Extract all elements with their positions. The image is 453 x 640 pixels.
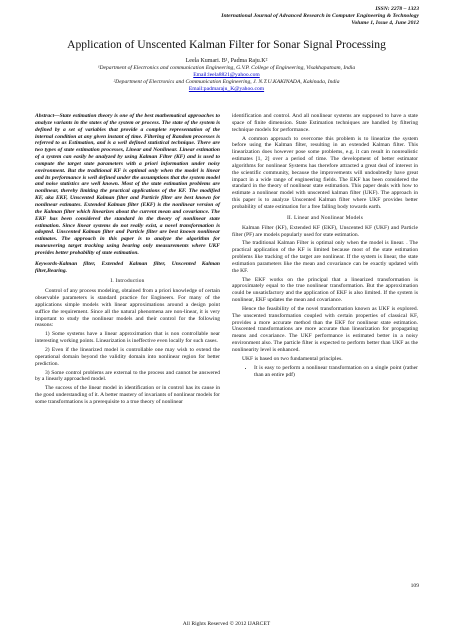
right-column — [232, 113, 418, 379]
bullet-list — [232, 365, 418, 379]
affiliation-2: ²Department of Electronics and Communication Engineering, J. N.T.U.KAKINADA, Kakinada, India — [113, 79, 340, 85]
paragraph: The traditional Kalman Filter is optimal only when the model is linear. . The practical application of the KF is limited because most of the state estimation problems like tracking of the target are nonlinear. If the system is linear, the state estimation parameters like the mean and covariance can be exactly updated with the KF. — [232, 240, 418, 274]
volume-info: Volume 1, Issue 4, June 2012 — [351, 20, 419, 26]
section-heading-models: II. Linear and Nonlinear Models — [286, 214, 364, 221]
paragraph: Hence the feasibility of the novel transformation known as UKF is explored. The unscented transformation coupled with certain properties of classical KF, provides a more accurate method than the EKF for nonlinear state estimation. Unscented transformations are more accurate than linearization for propagating means and covariance. The UKF performance is estimated better in a noisy environment also. The particle filter is expected to perform better than UKF as the nonlinearity level is enhanced. — [232, 305, 418, 353]
author-names: Leela Kumari. B¹, Padma Raju.K² — [185, 58, 268, 64]
paragraph: Control of any process modeling, obtained from a priori knowledge of certain observable parameters is standard practice for Engineers. For many of the applications simple models with linear approximations around a design point suffice the requirement. Since all the natural phenomena are non-linear, it is very important to study the nonlinear models and their control for the following reasons: — [35, 288, 220, 329]
paragraph: Kalman Filter (KF), Extended KF (EKF), Unscented KF (UKF) and Particle filter (PF) are models popularly used for state estimation. — [232, 224, 418, 238]
paragraph: 1) Some systems have a linear approximation that is non controllable near interesting working points. Linearization is ineffective even locally for such cases. — [35, 331, 220, 345]
page-number: 109 — [410, 583, 419, 589]
paragraph: 2) Even if the linearized model is controllable one may wish to extend the operational domain beyond the validity domain into nonlinear region for better prediction. — [35, 347, 220, 367]
paragraph: The EKF works on the principal that a linearized transformation is approximately equal to the true nonlinear transformation. But the approximation could be unsatisfactory and the application of EKF is also limited. If the system is nonlinear, EKF updates the mean and covariance. — [232, 276, 418, 304]
paragraph: identification and control. And all nonlinear systems are supposed to have a state space of finite dimension. State Estimation techniques are handled by filtering technique models for performance. — [232, 113, 418, 133]
email-link-1[interactable]: Email:leela8821@yahoo.com — [193, 72, 260, 78]
paragraph: The success of the linear model in identification or in control has its cause in the good understanding of it. A better mastery of invariants of nonlinear models for some transformations is a prerequisite to a true theory of nonlinear — [35, 385, 220, 405]
footer-copyright: All Rights Reserved © 2012 IJARCET — [182, 621, 271, 627]
paragraph: UKF is based on two fundamental principles. — [242, 355, 343, 362]
section-heading-introduction: I. Introduction — [110, 278, 145, 285]
paragraph: A common approach to overcome this problem is to linearize the system before using the Kalman filter, resulting in an extended Kalman filter. This linearization does however pose some problems, e.g. it can result in nonrealistic estimates [1, 2] over a period of time. The development of better estimator algorithms for nonlinear Systems has therefore attracted a great deal of interest in the scientific community, because the improvements will undoubtedly have great impact in a wide range of engineering fields. The EKF has been considered the standard in the theory of nonlinear state estimation. This paper deals with how to estimate a nonlinear model with unscented kalman filter (UKF). The approach in this paper is to analyze Unscented Kalman filter where UKF provides better probability of state estimation for a free falling body towards earth. — [232, 135, 418, 210]
abstract: Abstract—State estimation theory is one of the best mathematical approaches to analyze variants in the states of the system or process. The state of the system is defined by a set of variables that provide a complete representation of the internal condition at any given instant of time. Filtering of Random processes is referred to as Estimation, and is a well defined statistical technique. There are two types of state estimation processes, Linear and Nonlinear. Linear estimation of a system can easily be analyzed by using Kalman Filter (KF) and is used to compute the target state parameters with a priori information under noisy environment. But the traditional KF is optimal only when the model is linear and its performance is well defined under the assumptions that the system model and noise statistics are well known. Most of the state estimation problems are nonlinear, thereby limiting the practical applications of the KF. The modified KF, aka EKF, Unscented Kalman filter and Particle filter are best known for nonlinear estimates. Extended Kalman filter (EKF) is the nonlinear version of the Kalman filter which linearizes about the current mean and covariance. The EKF has been considered the standard in the theory of nonlinear state estimation. Since linear systems do not really exist, a novel transformation is adopted. Unscented Kalman filter and Particle filter are best known nonlinear estimates. The approach in this paper is to analyze the algorithm for maneuvering target tracking using bearing only measurements where UKF provides better probability of state estimation. — [35, 113, 220, 256]
author-block — [20, 58, 433, 93]
keywords: Keywords-Kalman filter, Extended Kalman filter, Unscented Kalman filter,Bearing. — [35, 260, 220, 274]
email-link-2[interactable]: Email:padmaraju_K@yahoo.com — [188, 86, 265, 92]
paper-title: Application of Unscented Kalman Filter for Sonar Signal Processing — [67, 38, 386, 51]
left-column — [35, 113, 220, 408]
issn: ISSN: 2278 – 1323 — [375, 6, 419, 12]
paragraph: 3) Some control problems are external to the process and cannot be answered by a linearly approached model. — [35, 369, 220, 383]
list-item: • It is easy to perform a nonlinear transformation on a single point (rather than an entire pdf) — [254, 365, 418, 379]
affiliation-1: ¹Department of Electronics and communication Engineering, G.V.P. College of Engineering, Visakhapatnam, India — [97, 65, 356, 71]
journal-name: International Journal of Advanced Research in Computer Engineering & Technology — [221, 13, 419, 19]
